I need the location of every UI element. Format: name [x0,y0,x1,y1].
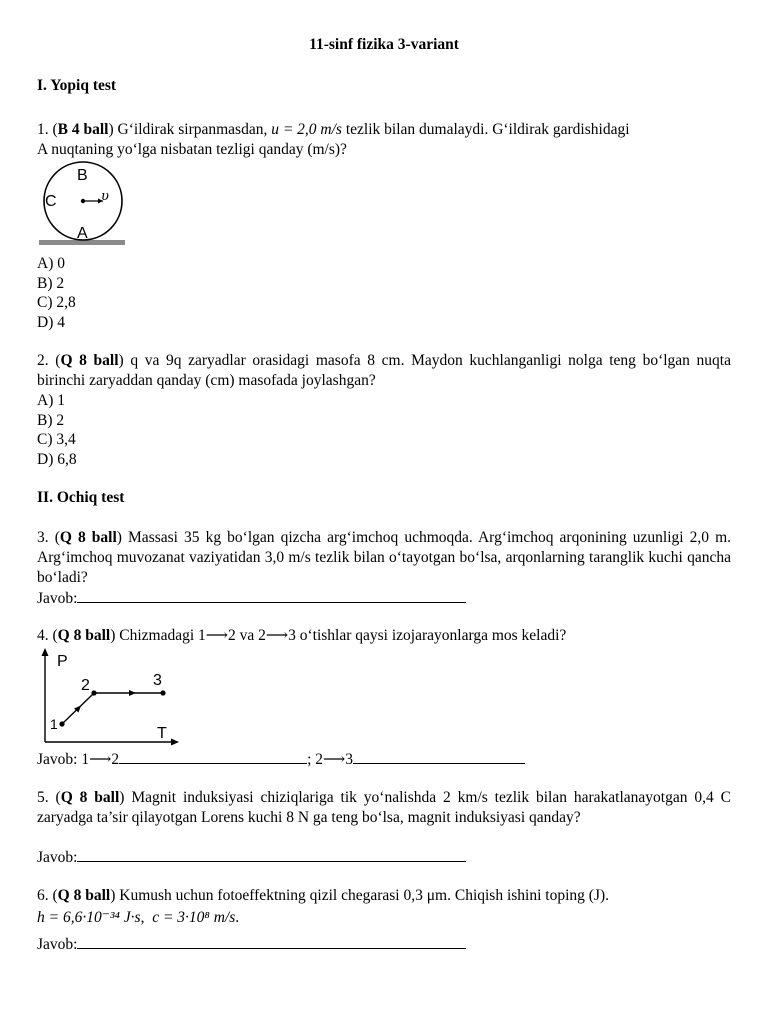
q1-line2: A nuqtaning yo‘lga nisbatan tezligi qanday (m/s)? [37,141,347,158]
state-3-label: 3 [153,672,162,689]
q1-text-b: tezlik bilan dumalaydi. G‘ildirak gardishidagi [341,121,630,138]
q4-answer-blank-1[interactable] [119,751,307,764]
q6-end: . [235,909,240,926]
p-axis-label: P [57,653,68,670]
wheel-center [81,199,85,203]
q2-options [37,391,77,469]
q4-answer-blank-2[interactable] [353,751,525,764]
q6-formula-h: h = 6,6·10⁻³⁴ J·s [37,909,141,926]
q2-points: Q 8 ball [60,352,119,369]
q6-formula-c: c = 3·10⁸ m/s [152,909,236,926]
q3-answer-label: Javob: [37,590,78,607]
q6-formulas [37,908,239,928]
q2-option-b[interactable]: B) 2 [37,411,65,429]
q6-answer-blank[interactable] [77,936,466,949]
q1-number: 1. ( [37,121,58,138]
q2-option-d[interactable]: D) 6,8 [37,450,77,468]
state-2-label: 2 [81,677,90,694]
q4-points: Q 8 ball [57,627,111,644]
wheel-figure [37,160,137,252]
q5-text [37,788,731,828]
q4-answer-label-2: ; 2⟶3 [307,751,353,768]
q3-text [37,528,731,588]
q4-text [37,626,566,646]
q1-option-d[interactable]: D) 4 [37,313,65,331]
t-axis-arrow [171,739,179,746]
q1-text-a: ) G‘ildirak sirpanmasdan, [108,121,272,138]
q1-option-b[interactable]: B) 2 [37,274,65,292]
q6-separator: , [140,909,145,926]
q2-body: ) q va 9q zaryadlar orasidagi masofa 8 cm. Maydon kuchlanganligi nolga teng bo‘lgan nuqta birinchi zaryaddan qanday (cm) masofada joylashgan? [37,352,731,389]
q5-answer-label: Javob: [37,849,78,866]
q5-number: 5. ( [37,789,61,806]
q6-answer [37,935,466,955]
section-open-test: II. Ochiq test [37,489,125,506]
q4-number: 4. ( [37,627,58,644]
page-title: 11-sinf fizika 3-variant [309,36,459,53]
process-2-3-arrow [129,690,136,696]
q6-text [37,886,609,906]
q2-text [37,351,731,391]
q2-option-a[interactable]: A) 1 [37,392,65,409]
q6-body: ) Kumush uchun fotoeffektning qizil chegarasi 0,3 μm. Chiqish ishini toping (J). [110,887,610,904]
q2-option-c[interactable]: C) 3,4 [37,431,76,448]
velocity-label: υ [101,189,109,204]
q5-points: Q 8 ball [60,789,120,806]
point-A-label: A [77,225,88,242]
q1-option-a[interactable]: A) 0 [37,255,65,272]
q6-answer-label: Javob: [37,936,78,953]
section-closed-test: I. Yopiq test [37,77,117,94]
q3-answer-blank[interactable] [77,590,466,603]
state-2-point [91,690,96,695]
q3-number: 3. ( [37,529,60,546]
state-1-point [59,721,64,726]
q2-number: 2. ( [37,352,61,369]
pt-graph [37,646,187,750]
q5-body: ) Magnit induksiyasi chiziqlariga tik yo‘nalishda 2 km/s tezlik bilan harakatlanayotgan 0,4 C zaryadga ta’sir qilayotgan Lorens kuchi 8 N ga teng bo‘lsa, magnit induksiyasi qanday? [37,789,731,826]
point-B-label: B [77,167,88,184]
q4-answer-label-1: Javob: 1⟶2 [37,751,120,768]
q1-formula: u = 2,0 m/s [271,121,342,138]
q1-option-c[interactable]: C) 2,8 [37,294,76,311]
state-3-point [160,690,165,695]
t-axis-label: T [157,725,167,742]
state-1-label: 1 [50,716,58,732]
q4-body: ) Chizmadagi 1⟶2 va 2⟶3 o‘tishlar qaysi izojarayonlarga mos keladi? [110,627,567,644]
q3-body: ) Massasi 35 kg bo‘lgan qizcha arg‘imchoq uchmoqda. Arg‘imchoq arqonining uzunligi 2,0 m. Arg‘imchoq muvozanat vaziyatidan 3,0 m/s tezlik bilan o‘tayotgan bo‘lsa, arqonlarning taranglik kuchi qancha bo‘ladi? [37,529,731,586]
q1-line1 [37,120,630,140]
q4-answer [37,750,525,770]
q6-number: 6. ( [37,887,58,904]
q1-points: B 4 ball [57,121,109,138]
q1-options [37,254,76,332]
p-axis-arrow [42,648,49,656]
q5-answer-blank[interactable] [77,849,466,862]
point-C-label: C [45,193,57,210]
q3-points: Q 8 ball [59,529,117,546]
q3-answer [37,589,466,609]
q6-points: Q 8 ball [57,887,111,904]
q5-answer [37,848,466,868]
